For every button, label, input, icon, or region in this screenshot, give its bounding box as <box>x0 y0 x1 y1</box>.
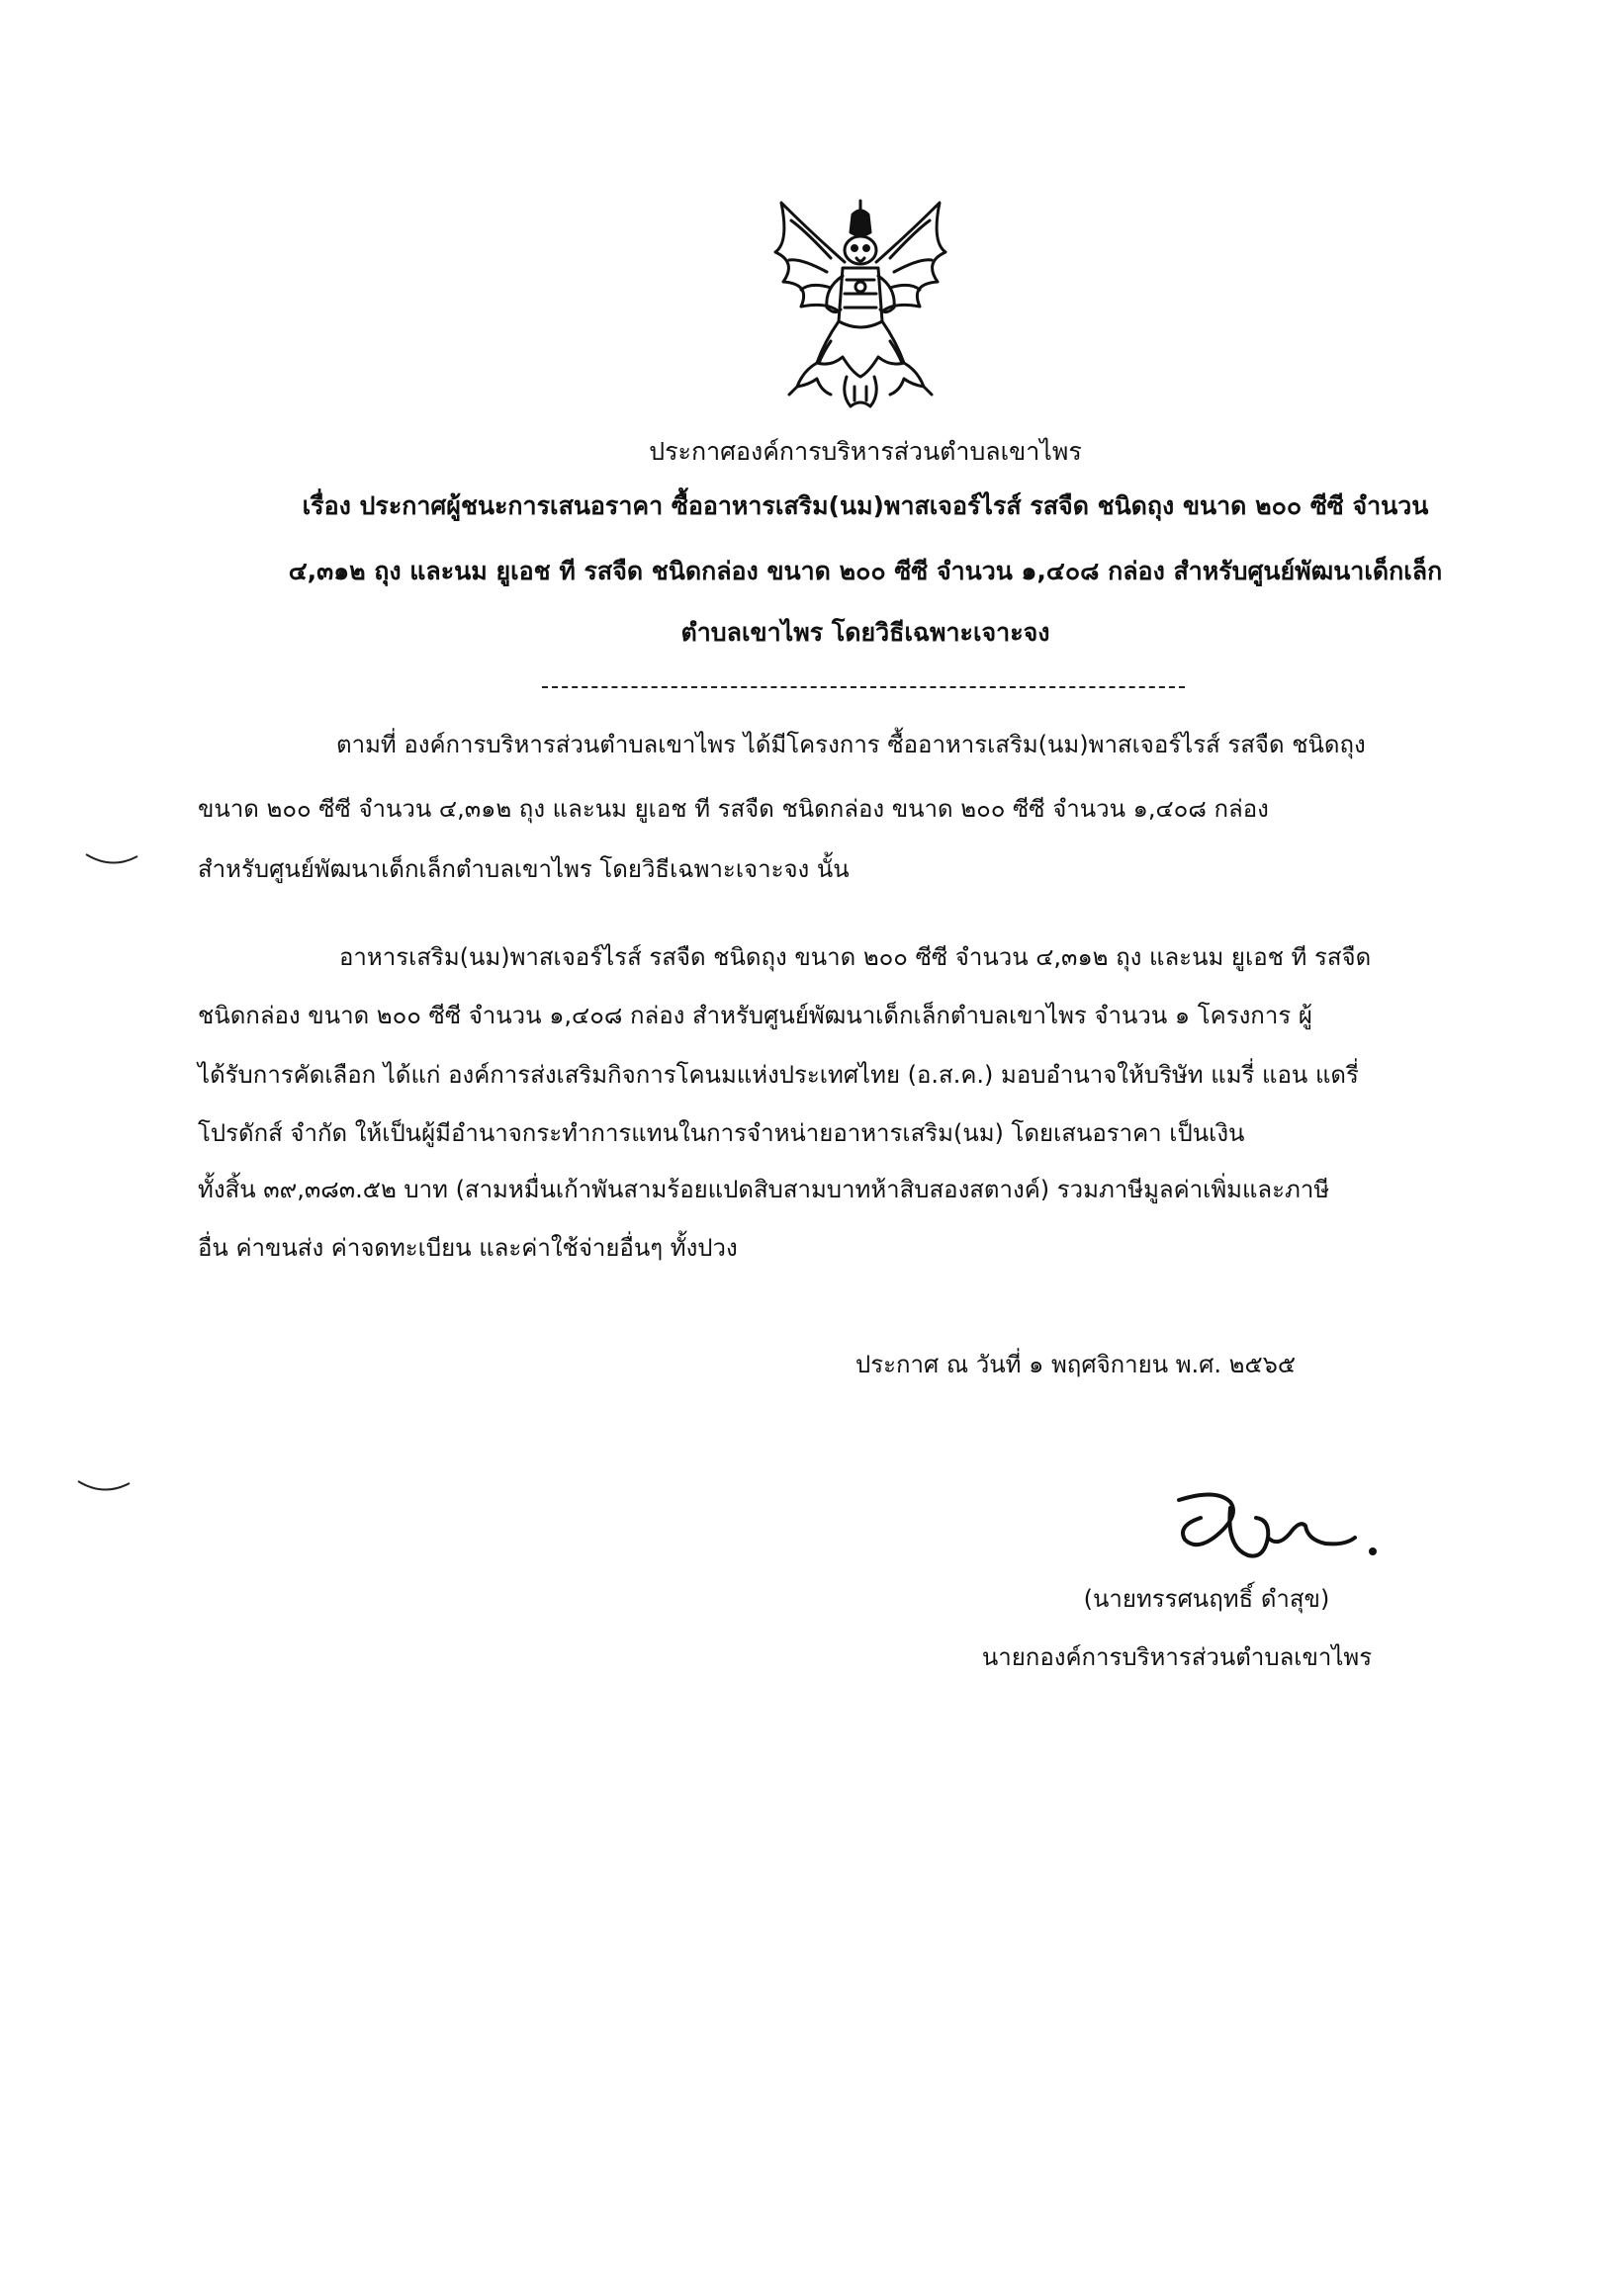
subject-line-2: ๔,๓๑๒ ถุง และนม ยูเอช ที รสจืด ชนิดกล่อง ขนาด ๒๐๐ ซีซี จำนวน ๑,๔๐๘ กล่อง สำหรับศูนย์พัฒนาเด็กเล็ก <box>288 557 1443 585</box>
signatory-title: นายกองค์การบริหารส่วนตำบลเขาไพร <box>981 1643 1373 1671</box>
paragraph-1-line-2: ขนาด ๒๐๐ ซีซี จำนวน ๔,๓๑๒ ถุง และนม ยูเอช ที รสจืด ชนิดกล่อง ขนาด ๒๐๐ ซีซี จำนวน ๑,๔๐๘ กล่อง <box>198 795 1269 823</box>
signatory-name: (นายทรรศนฤทธิ์ ดำสุข) <box>1083 1585 1330 1613</box>
paragraph-1-line-3: สำหรับศูนย์พัฒนาเด็กเล็กตำบลเขาไพร โดยวิธีเฉพาะเจาะจง นั้น <box>198 855 850 883</box>
paragraph-2-line-1: อาหารเสริม(นม)พาสเจอร์ไรส์ รสจืด ชนิดถุง ขนาด ๒๐๐ ซีซี จำนวน ๔,๓๑๒ ถุง และนม ยูเอช ที รสจืด <box>339 943 1372 971</box>
paragraph-1-line-1: ตามที่ องค์การบริหารส่วนตำบลเขาไพร ได้มีโครงการ ซื้ออาหารเสริม(นม)พาสเจอร์ไรส์ รสจืด ชนิดถุง <box>336 731 1366 758</box>
paragraph-2-line-2: ชนิดกล่อง ขนาด ๒๐๐ ซีซี จำนวน ๑,๔๐๘ กล่อง สำหรับศูนย์พัฒนาเด็กเล็กตำบลเขาไพร จำนวน ๑ โครงการ ผู้ <box>198 1002 1312 1029</box>
signature-mark <box>1157 1478 1385 1587</box>
margin-mark <box>74 1475 134 1499</box>
paragraph-2-line-6: อื่น ค่าขนส่ง ค่าจดทะเบียน และค่าใช้จ่ายอื่นๆ ทั้งปวง <box>198 1234 738 1262</box>
garuda-emblem-icon <box>762 193 959 430</box>
subject-line-3: ตำบลเขาไพร โดยวิธีเฉพาะเจาะจง <box>680 618 1050 647</box>
paragraph-2-line-4: โปรดักส์ จำกัด ให้เป็นผู้มีอำนาจกระทำการแทนในการจำหน่ายอาหารเสริม(นม) โดยเสนอราคา เป็นเงิน <box>198 1119 1245 1147</box>
announcement-date: ประกาศ ณ วันที่ ๑ พฤศจิกายน พ.ศ. ๒๕๖๕ <box>855 1351 1297 1378</box>
organization-title: ประกาศองค์การบริหารส่วนตำบลเขาไพร <box>649 437 1082 466</box>
subject-line-1: เรื่อง ประกาศผู้ชนะการเสนอราคา ซื้ออาหารเสริม(นม)พาสเจอร์ไรส์ รสจืด ชนิดถุง ขนาด ๒๐๐ ซีซี จำนวน <box>302 491 1429 520</box>
heading-divider <box>542 686 1185 688</box>
margin-mark <box>82 848 141 872</box>
paragraph-2-line-5: ทั้งสิ้น ๓๙,๓๘๓.๕๒ บาท (สามหมื่นเก้าพันสามร้อยแปดสิบสามบาทห้าสิบสองสตางค์) รวมภาษีมูลค่าเพิ่มและภาษี <box>198 1176 1330 1203</box>
paragraph-2-line-3: ได้รับการคัดเลือก ได้แก่ องค์การส่งเสริมกิจการโคนมแห่งประเทศไทย (อ.ส.ค.) มอบอำนาจให้บริษัท แมรี่ แอน แดรี่ <box>198 1061 1359 1089</box>
